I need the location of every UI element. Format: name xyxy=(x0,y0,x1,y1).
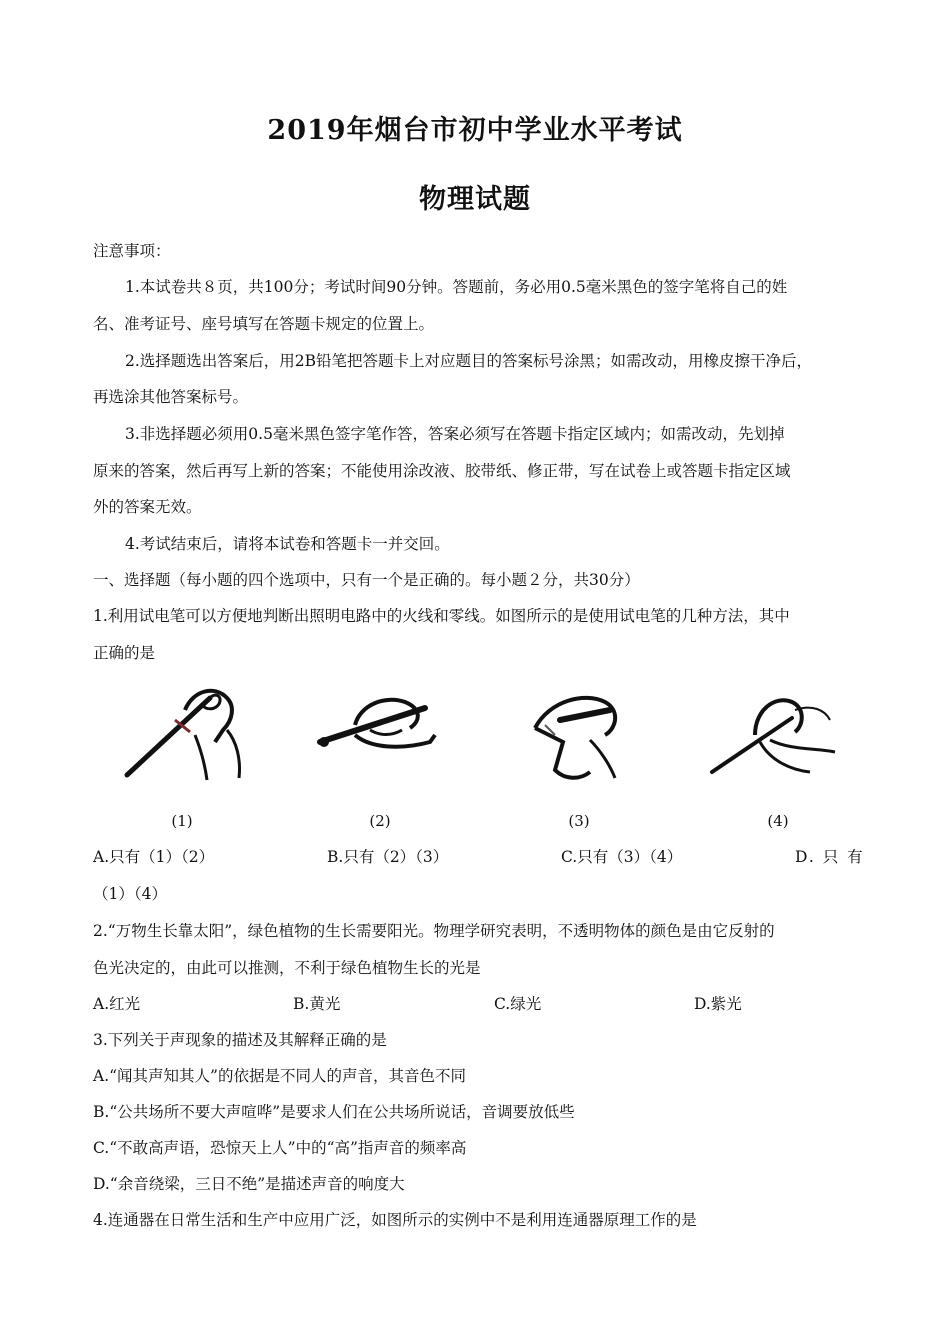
hand-pen-drawing-4 xyxy=(700,680,840,790)
q1-option-b: B.只有（2）（3） xyxy=(327,848,449,866)
note-4: 4.考试结束后，请将本试卷和答题卡一并交回。 xyxy=(125,535,450,553)
hand-pen-drawing-2 xyxy=(310,680,450,790)
q3-stem: 3.下列关于声现象的描述及其解释正确的是 xyxy=(93,1031,387,1049)
hand-pen-drawing-3 xyxy=(515,680,655,790)
note-3-line-1: 3.非选择题必须用0.5毫米黑色签字笔作答，答案必须写在答题卡指定区域内；如需改动，先划掉 xyxy=(125,425,785,443)
q1-option-c: C.只有（3）（4） xyxy=(561,848,683,866)
note-1-line-2: 名、准考证号、座号填写在答题卡规定的位置上。 xyxy=(93,315,435,333)
exam-title: 2019年烟台市初中学业水平考试 xyxy=(267,115,683,146)
hand-pen-drawing-1 xyxy=(115,680,255,790)
q1-caption-3: (3) xyxy=(568,812,590,830)
q3-option-b: B.“公共场所不要大声喧哗”是要求人们在公共场所说话，音调要放低些 xyxy=(93,1103,575,1121)
note-3-line-2: 原来的答案，然后再写上新的答案；不能使用涂改液、胶带纸、修正带，写在试卷上或答题卡指定区域 xyxy=(93,462,791,480)
q2-option-d: D.紫光 xyxy=(694,995,742,1013)
q1-option-a: A.只有（1）（2） xyxy=(93,848,215,866)
q1-figure-2 xyxy=(310,680,450,790)
q2-stem-line-2: 色光决定的，由此可以推测，不利于绿色植物生长的光是 xyxy=(93,959,481,977)
q3-option-a: A.“闻其声知其人”的依据是不同人的声音，其音色不同 xyxy=(93,1067,466,1085)
q1-figure-1 xyxy=(115,680,255,790)
notes-heading: 注意事项： xyxy=(93,242,171,260)
note-3-line-3: 外的答案无效。 xyxy=(93,498,202,516)
note-2-line-2: 再选涂其他答案标号。 xyxy=(93,388,249,406)
q1-stem-line-2: 正确的是 xyxy=(93,644,156,662)
q1-figure-4 xyxy=(700,680,840,790)
q1-caption-1: (1) xyxy=(171,812,193,830)
exam-subtitle: 物理试题 xyxy=(419,184,531,215)
q1-stem-line-1: 1.利用试电笔可以方便地判断出照明电路中的火线和零线。如图所示的是使用试电笔的几种方法，其中 xyxy=(93,607,790,625)
q3-option-d: D.“余音绕梁，三日不绝”是描述声音的响度大 xyxy=(93,1175,405,1193)
q1-option-d-cont: （1）（4） xyxy=(93,885,167,903)
q2-option-b: B.黄光 xyxy=(293,995,341,1013)
q1-figure-3 xyxy=(515,680,655,790)
q3-option-c: C.“不敢高声语，恐惊天上人”中的“高”指声音的频率高 xyxy=(93,1139,467,1157)
q1-caption-2: (2) xyxy=(369,812,391,830)
section-1-heading: 一、选择题（每小题的四个选项中，只有一个是正确的。每小题２分，共30分） xyxy=(93,571,640,589)
q2-option-c: C.绿光 xyxy=(494,995,542,1013)
q2-stem-line-1: 2.“万物生长靠太阳”，绿色植物的生长需要阳光。物理学研究表明，不透明物体的颜色是由它反射的 xyxy=(93,922,775,940)
q4-stem: 4.连通器在日常生活和生产中应用广泛，如图所示的实例中不是利用连通器原理工作的是 xyxy=(93,1211,697,1229)
q1-option-d: D. 只 有 xyxy=(795,848,865,866)
note-2-line-1: 2.选择题选出答案后，用2B铅笔把答题卡上对应题目的答案标号涂黑；如需改动，用橡皮擦干净后， xyxy=(125,352,813,370)
q1-caption-4: (4) xyxy=(767,812,789,830)
note-1-line-1: 1.本试卷共８页，共100分；考试时间90分钟。答题前，务必用0.5毫米黑色的签字笔将自己的姓 xyxy=(125,278,788,296)
q2-option-a: A.红光 xyxy=(93,995,141,1013)
